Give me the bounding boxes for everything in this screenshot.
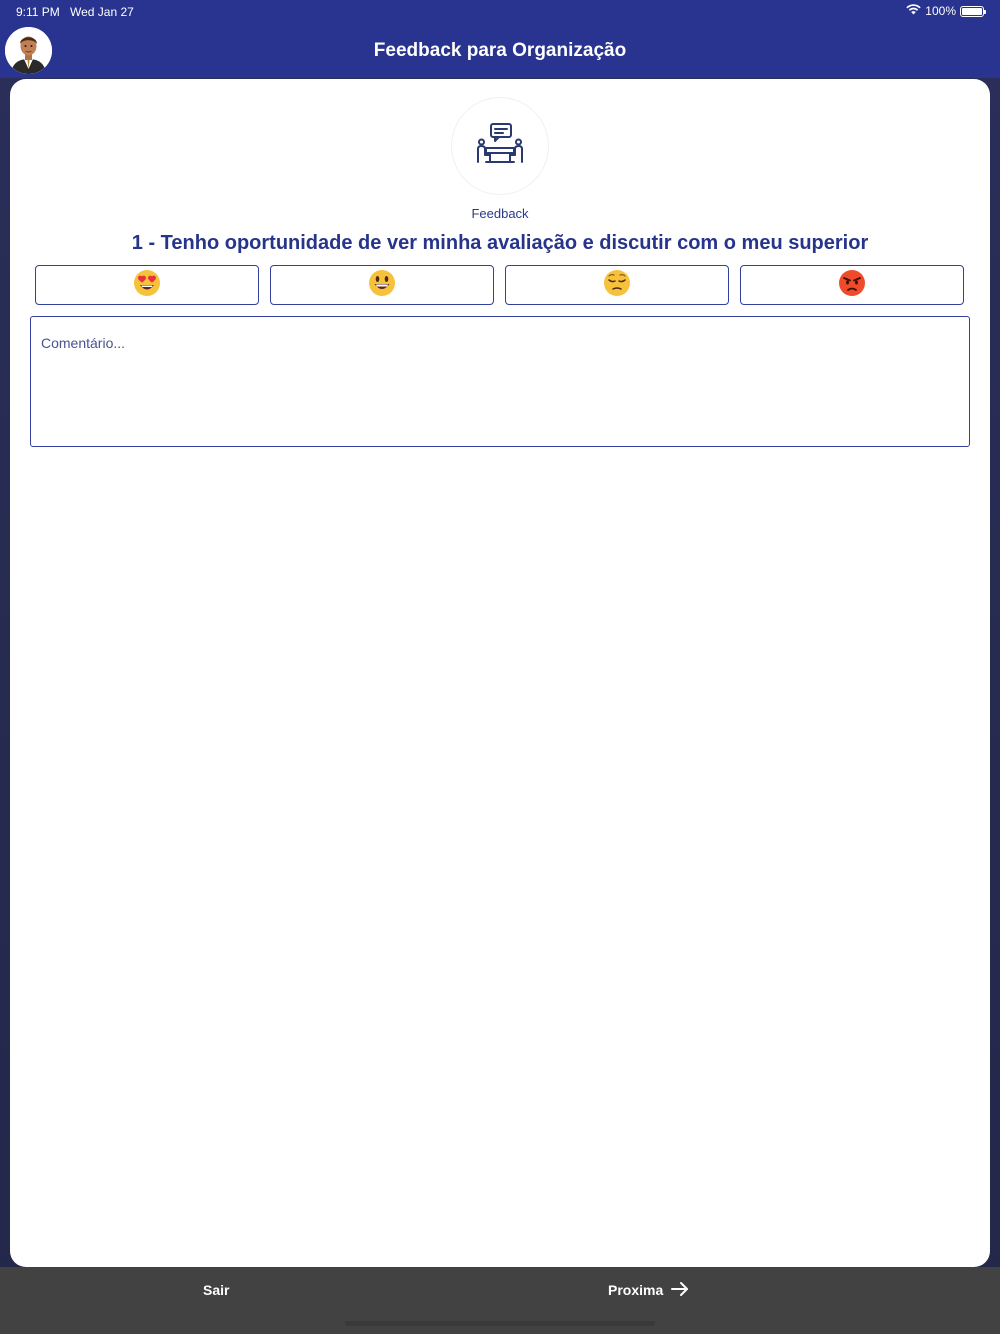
status-right (906, 4, 984, 18)
status-time: 9:11 PM (16, 5, 60, 19)
battery-percent: 100% (925, 4, 956, 18)
angry-emoji-icon (838, 269, 866, 302)
status-date: Wed Jan 27 (70, 5, 134, 19)
battery-icon (960, 6, 984, 17)
rating-option-love[interactable] (35, 265, 259, 305)
page-title: Feedback para Organização (373, 40, 627, 61)
rating-options (35, 265, 965, 305)
smiling-emoji-icon (368, 269, 396, 302)
comment-input[interactable] (30, 316, 970, 447)
arrow-right-icon (671, 1281, 689, 1300)
status-bar (0, 0, 1000, 24)
feedback-meeting-icon (476, 122, 524, 171)
hero-label: Feedback (471, 206, 529, 221)
question-text: 1 - Tenho oportunidade de ver minha avaliação e discutir com o meu superior (131, 232, 869, 254)
exit-button[interactable] (203, 1281, 229, 1299)
wifi-icon (906, 4, 921, 18)
pensive-emoji-icon (603, 269, 631, 302)
app-header (0, 24, 1000, 78)
heart-eyes-emoji-icon (133, 269, 161, 302)
next-button[interactable] (608, 1281, 689, 1299)
hero-icon-container (451, 97, 549, 195)
next-button-label: Proxima (608, 1282, 664, 1298)
rating-option-angry[interactable] (740, 265, 964, 305)
exit-button-label: Sair (203, 1282, 230, 1298)
home-indicator (345, 1321, 655, 1326)
feedback-card (10, 79, 990, 1267)
rating-option-happy[interactable] (270, 265, 494, 305)
rating-option-sad[interactable] (505, 265, 729, 305)
